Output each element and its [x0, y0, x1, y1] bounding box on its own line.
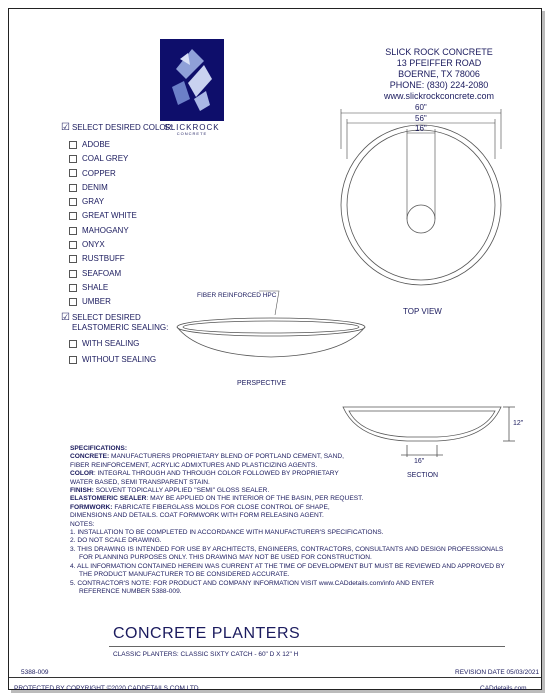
color-option-seafoam[interactable]: SEAFOAM — [69, 269, 137, 283]
note-5-cont: REFERENCE NUMBER 5388-009. — [79, 587, 182, 595]
drawing-title: CONCRETE PLANTERS — [113, 625, 301, 642]
color-option-gray[interactable]: GRAY — [69, 197, 137, 211]
company-name: SLICK ROCK CONCRETE — [385, 47, 493, 57]
drawing-sheet — [8, 8, 542, 690]
spec-finish: FINISH: SOLVENT TOPICALLY APPLIED "SEMI" GLOSS SEALER. — [70, 487, 270, 495]
color-option-adobe[interactable]: ADOBE — [69, 140, 137, 154]
color-option-coal-grey[interactable]: COAL GREY — [69, 154, 137, 168]
note-4: 4. ALL INFORMATION CONTAINED HEREIN WAS CURRENT AT THE TIME OF DEVELOPMENT BUT MUST BE REVIEWED AND APPROVED BY — [70, 562, 505, 570]
spec-color: COLOR: INTEGRAL THROUGH AND THROUGH COLOR FOLLOWED BY PROPRIETARY — [70, 470, 339, 478]
perspective-view — [177, 318, 365, 357]
spec-concrete-2: FIBER REINFORCEMENT, ACRYLIC ADMIXTURES AND PLASTICIZING AGENTS. — [70, 461, 318, 469]
section-label: SECTION — [407, 472, 439, 479]
spec-heading: SPECIFICATIONS: — [70, 445, 128, 452]
notes-heading: NOTES: — [70, 520, 95, 528]
company-website[interactable]: www.slickrockconcrete.com — [383, 91, 495, 101]
color-option-rustbuff[interactable]: RUSTBUFF — [69, 254, 137, 268]
dim-60: 60" — [415, 103, 427, 112]
drawing-subtitle: CLASSIC PLANTERS: CLASSIC SIXTY CATCH - 60" D X 12" H — [113, 651, 299, 658]
color-option-onyx[interactable]: ONYX — [69, 240, 137, 254]
sealing-option-without[interactable]: WITHOUT SEALING — [69, 355, 156, 371]
note-2: 2. DO NOT SCALE DRAWING. — [70, 537, 162, 545]
dim-16-top: 16" — [415, 124, 427, 133]
color-option-denim[interactable]: DENIM — [69, 183, 137, 197]
color-option-great-white[interactable]: GREAT WHITE — [69, 211, 137, 225]
company-address-line2: BOERNE, TX 78006 — [398, 69, 480, 79]
reference-number: 5388-009 — [21, 669, 49, 676]
sealing-option-with[interactable]: WITH SEALING — [69, 339, 156, 355]
note-5: 5. CONTRACTOR'S NOTE: FOR PRODUCT AND COMPANY INFORMATION VISIT www.CADdetails.com/info AND ENTER — [70, 579, 434, 587]
note-4-cont: THE PRODUCT MANUFACTURER TO BE CONSIDERED ACCURATE. — [79, 571, 290, 579]
company-address-line1: 13 PFEIFFER ROAD — [396, 58, 482, 68]
dim-16-section: 16" — [414, 458, 425, 465]
spec-sealer: ELASTOMERIC SEALER: MAY BE APPLIED ON THE INTERIOR OF THE BASIN, PER REQUEST. — [70, 495, 364, 503]
spec-color-2: WATER BASED, SEMI TRANSPARENT STAIN. — [70, 478, 210, 486]
perspective-label: PERSPECTIVE — [237, 380, 287, 387]
color-option-umber[interactable]: UMBER — [69, 297, 137, 311]
spec-formwork: FORMWORK: FABRICATE FIBERGLASS MOLDS FOR CLOSE CONTROL OF SHAPE, — [70, 503, 330, 511]
top-view — [341, 125, 501, 285]
copyright-notice: PROTECTED BY COPYRIGHT ©2020 CADDETAILS.COM LTD. — [14, 685, 201, 692]
logo-wordmark: SLICKROCK — [164, 123, 220, 132]
footer-rule — [9, 677, 541, 678]
title-divider — [109, 646, 505, 647]
color-option-shale[interactable]: SHALE — [69, 283, 137, 297]
sealing-select-heading: ☑ SELECT DESIRED — [61, 312, 141, 323]
color-option-copper[interactable]: COPPER — [69, 169, 137, 183]
note-3: 3. THIS DRAWING IS INTENDED FOR USE BY ARCHITECTS, ENGINEERS, CONTRACTORS, CONSULTANTS AND DESIGN PROFESSIONALS — [70, 545, 504, 553]
fiber-label: FIBER REINFORCED HPC — [197, 292, 277, 299]
note-3-cont: FOR PLANNING PURPOSES ONLY. THIS DRAWING MAY NOT BE USED FOR CONSTRUCTION. — [79, 554, 372, 562]
dim-12: 12" — [513, 420, 524, 427]
specifications — [70, 445, 510, 596]
dim-56: 56" — [415, 114, 427, 123]
revision-date: REVISION DATE 05/03/2021 — [455, 669, 540, 676]
drawing-views — [9, 9, 541, 479]
checkmark-icon: ☑ — [61, 122, 70, 133]
spec-formwork-2: DIMENSIONS AND DETAILS. COAT FORMWORK WITH FORM RELEASING AGENT. — [70, 512, 324, 520]
color-option-mahogany[interactable]: MAHOGANY — [69, 226, 137, 240]
top-view-label: TOP VIEW — [403, 307, 442, 316]
spec-concrete: CONCRETE: MANUFACTURERS PROPRIETARY BLEND OF PORTLAND CEMENT, SAND, — [70, 453, 344, 461]
sealing-select-heading-line2: ELASTOMERIC SEALING: — [72, 323, 169, 332]
logo-subtitle: CONCRETE — [176, 131, 208, 136]
checkmark-icon: ☑ — [61, 312, 70, 323]
caddetails-link[interactable]: CADdetails.com — [480, 685, 527, 692]
color-select-heading: ☑ SELECT DESIRED COLOR: — [61, 122, 174, 133]
company-phone: PHONE: (830) 224-2080 — [389, 80, 489, 90]
note-1: 1. INSTALLATION TO BE COMPLETED IN ACCORDANCE WITH MANUFACTURER'S SPECIFICATIONS. — [70, 529, 384, 537]
